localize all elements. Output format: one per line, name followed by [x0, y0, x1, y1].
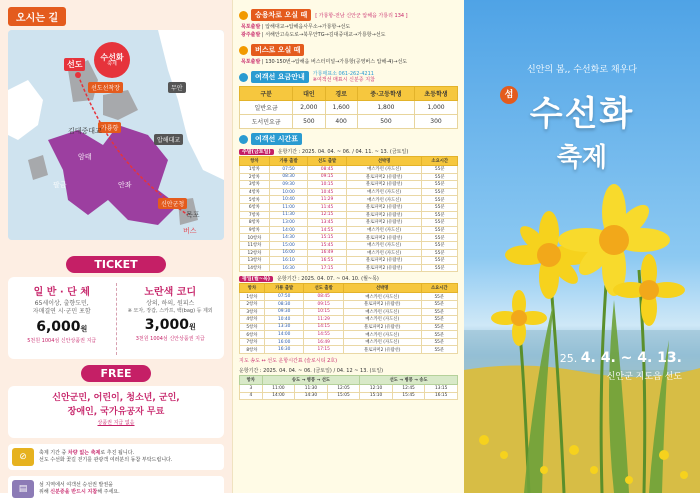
cover-title [464, 86, 700, 174]
weekend-cell: 13:00 [269, 219, 308, 227]
weekday-cell: 8항차 [240, 346, 265, 354]
ticket-box [8, 277, 224, 359]
weekend-cell: 블로파머2 (유람선) [346, 203, 422, 211]
weekend-row [240, 257, 458, 265]
weekend-cell: 블로파머2 (유람선) [346, 211, 422, 219]
weekend-cell: 55분 [422, 264, 458, 272]
map-label-seondo: 선도 [64, 58, 85, 71]
weekday-cell: 매스카런 (자도신) [343, 308, 421, 316]
weekend-header-0: 항차 [240, 157, 270, 166]
weekday-cell: 16:00 [264, 338, 304, 346]
car-route-1-from: 광주출발 [241, 32, 261, 38]
car-section-sub: [ 가룡항-전남 신안군 압해읍 가룡리 134 ] [315, 12, 408, 19]
shuttle-timetable [239, 375, 458, 400]
weekend-cell: 12항차 [240, 249, 270, 257]
weekend-cell: 매스카런 (자도신) [346, 226, 422, 234]
weekday-cell: 11:29 [304, 316, 344, 324]
weekday-row [240, 316, 458, 324]
weekend-cell: 15:45 [308, 241, 347, 249]
shuttle-period: 운항기간 : 2025. 04. 04. ~ 06. (금토일) / 04. 12 ~ 13. (토일) [239, 368, 384, 375]
weekday-cell: 07:50 [264, 293, 304, 301]
weekend-cell: 14:55 [308, 226, 347, 234]
fare-cell: 500 [357, 115, 414, 129]
fare-header-4: 초등학생 [415, 87, 458, 101]
weekend-cell: 10:40 [269, 196, 308, 204]
weekend-cell: 09:15 [308, 173, 347, 181]
ship-icon [239, 73, 248, 82]
shuttle-cell: 15:45 [392, 392, 425, 400]
weekend-header-1: 가룡 출발 [269, 157, 308, 166]
weekend-cell: 55분 [422, 173, 458, 181]
weekend-cell: 16:49 [308, 249, 347, 257]
weekend-period-text: 운항기간 : 2025. 04. 04. ~ 06. / 04. 11. ~ 13. (금토일) [277, 149, 409, 155]
shuttle-cell: 12:45 [392, 385, 425, 393]
shuttle-cell: 15:10 [360, 392, 393, 400]
weekend-cell: 55분 [422, 188, 458, 196]
notice2-post: 해 주세요. [97, 489, 120, 495]
fare-section-sub [313, 71, 375, 83]
weekday-period [239, 275, 458, 282]
weekday-cell: 1항차 [240, 293, 265, 301]
weekend-cell: 16:00 [269, 249, 308, 257]
fare-section-header [239, 71, 458, 83]
weekend-cell: 14항차 [240, 264, 270, 272]
notice2-bold: 신분증을 반드시 지참 [50, 489, 98, 495]
map-label-garyong: 가룡항 [98, 122, 121, 133]
weekend-row [240, 219, 458, 227]
weekday-cell: 7항차 [240, 338, 265, 346]
weekend-timetable [239, 156, 458, 272]
fare-cell: 2,000 [293, 101, 325, 115]
weekend-cell: 8항차 [240, 219, 270, 227]
weekday-row [240, 300, 458, 308]
date-range: 4. 4. ~ 4. 13. [580, 350, 682, 366]
island-badge: 섬 [500, 86, 518, 104]
fare-section-title: 여객선 요금안내 [251, 71, 309, 83]
ticket-yellow-note: 3천원 1004섬 신안상품권 지급 [135, 336, 205, 343]
weekday-cell: 55분 [421, 316, 457, 324]
shuttle-title: 지도 송도 ↔ 선도 운항시간표 (슬로시티 2호) [239, 358, 338, 365]
notice1-pre: 축제 기간 중 [39, 449, 68, 456]
notice1-post: 로 추진 됩니다. [100, 449, 135, 456]
weekend-cell: 11:30 [269, 211, 308, 219]
weekday-cell: 55분 [421, 331, 457, 339]
weekend-cell: 5항차 [240, 196, 270, 204]
weekday-cell: 블로파머2 (유람선) [343, 346, 421, 354]
notice2-pre: 섬 지역에서 여객선 승선권 발권을 [39, 481, 113, 488]
shuttle-cell: 16:15 [425, 392, 458, 400]
weekend-cell: 55분 [422, 241, 458, 249]
weekend-cell: 11:00 [269, 203, 308, 211]
weekend-cell: 블로파머2 (유람선) [346, 173, 422, 181]
ticket-general-note: 5천원 1004섬 신안상품권 지급 [27, 337, 97, 344]
weekday-cell: 10:15 [304, 308, 344, 316]
map-title: 오시는 길 [8, 7, 66, 26]
bus-route-0-from: 목포출발 [241, 59, 261, 65]
weekday-row [240, 346, 458, 354]
fare-cell: 500 [293, 115, 325, 129]
car-section-header [239, 9, 458, 21]
weekend-row [240, 249, 458, 257]
right-panel-cover [464, 0, 700, 493]
weekday-cell: 17:15 [304, 346, 344, 354]
festival-date-range [560, 350, 682, 366]
weekend-cell: 16:10 [269, 257, 308, 265]
festival-marker-sub: 축제 [107, 60, 117, 67]
weekend-cell: 55분 [422, 234, 458, 242]
weekday-cell: 2항차 [240, 300, 265, 308]
weekday-cell: 55분 [421, 293, 457, 301]
weekend-row [240, 241, 458, 249]
timetable-section-title: 여객선 시간표 [251, 133, 302, 145]
weekday-header-1: 가룡 출발 [264, 284, 304, 293]
weekend-cell: 1항차 [240, 166, 270, 174]
shuttle-cell: 12:10 [360, 385, 393, 393]
weekend-label: 주말(금토일) [239, 149, 274, 155]
ticket-general-price-unit: 원 [80, 324, 88, 333]
cover-title-sub: 축제 [556, 143, 608, 173]
weekend-cell: 4항차 [240, 188, 270, 196]
shuttle-cell: 15:05 [327, 392, 360, 400]
weekend-cell: 11항차 [240, 241, 270, 249]
shuttle-cell: 4 [240, 392, 263, 400]
weekend-period [239, 148, 458, 155]
map-label-mokpo: 목포 [186, 211, 200, 219]
weekday-row [240, 338, 458, 346]
clock-icon [239, 135, 248, 144]
weekend-cell: 16:55 [308, 257, 347, 265]
weekend-cell: 3항차 [240, 181, 270, 189]
weekday-row [240, 308, 458, 316]
weekday-row [240, 323, 458, 331]
fare-cell: 1,600 [325, 101, 357, 115]
weekday-cell: 매스카런 (자도신) [343, 316, 421, 324]
fare-sub2: ※여객선 매표시 신분증 지참 [312, 77, 375, 83]
weekend-cell: 매스카런 (자도신) [346, 166, 422, 174]
ticket-general-desc1: 65세이상, 출향도민, [34, 300, 89, 307]
shuttle-cell: 13:15 [425, 385, 458, 393]
weekend-cell: 55분 [422, 203, 458, 211]
weekday-cell: 16:49 [304, 338, 344, 346]
map-label-bus: 버스 [183, 227, 197, 235]
weekend-cell: 16:30 [269, 264, 308, 272]
fare-cell: 300 [415, 115, 458, 129]
fare-cell: 일반요금 [240, 101, 293, 115]
free-header: FREE [81, 365, 151, 382]
fare-header-1: 대인 [293, 87, 325, 101]
car-section-title: 승용차로 오실 때 [251, 9, 311, 21]
fare-cell: 1,800 [357, 101, 414, 115]
weekday-cell: 13:30 [264, 323, 304, 331]
weekend-cell: 블로파머2 (유람선) [346, 234, 422, 242]
bus-route-0 [241, 58, 458, 66]
shuttle-row [240, 385, 458, 393]
weekend-cell: 매스카런 (자도신) [346, 241, 422, 249]
weekend-cell: 6항차 [240, 203, 270, 211]
weekend-cell: 09:30 [269, 181, 308, 189]
notice1-line2: 선도 수선화 꽃길 걷기를 관광객 여러분의 동참 부탁드립니다. [39, 457, 173, 463]
car-route-1-path: | 서해안고속도로→북무안TG→김대중대교→가룡항→선도 [261, 32, 386, 38]
ticket-general-desc [8, 300, 116, 317]
map-label-muan: 무안 [168, 82, 186, 93]
weekday-header-2: 선도 출발 [304, 284, 344, 293]
ticket-general-title: 일 반 · 단 체 [33, 287, 90, 298]
festival-date [560, 350, 682, 382]
weekday-cell: 09:30 [264, 308, 304, 316]
weekend-row [240, 173, 458, 181]
weekday-cell: 55분 [421, 323, 457, 331]
weekend-cell: 13항차 [240, 257, 270, 265]
notice-car-free [8, 444, 224, 470]
car-icon [239, 11, 248, 20]
weekend-cell: 55분 [422, 219, 458, 227]
ticket-yellow-price [117, 317, 225, 333]
ticket-yellow [116, 283, 225, 355]
bus-route-0-path: | 130·150번→압해읍 버스터미널→가룡항(공영버스 압해-4)→선도 [261, 59, 408, 65]
map-label-sinan: 신안군청 [158, 198, 187, 209]
weekend-row [240, 264, 458, 272]
route-map [8, 30, 224, 240]
weekend-cell: 10:45 [308, 188, 347, 196]
weekend-cell: 블로파머2 (유람선) [346, 264, 422, 272]
shuttle-cell: 11:00 [262, 385, 295, 393]
weekend-cell: 55분 [422, 196, 458, 204]
weekend-cell: 08:30 [269, 173, 308, 181]
weekday-cell: 14:00 [264, 331, 304, 339]
weekend-cell: 매스카런 (자도신) [346, 188, 422, 196]
ticket-general-price-value: 6,000 [36, 318, 81, 335]
weekend-cell: 블로파머2 (유람선) [346, 257, 422, 265]
ticket-yellow-price-value: 3,000 [144, 317, 190, 334]
festival-location: 신안군 지도읍 선도 [606, 372, 682, 382]
shuttle-cell: 3 [240, 385, 263, 393]
no-car-icon: ⊘ [12, 448, 34, 466]
weekday-row [240, 293, 458, 301]
weekend-cell: 13:45 [308, 219, 347, 227]
weekend-cell: 2항차 [240, 173, 270, 181]
car-route-0 [241, 23, 458, 31]
notice-id-card-text [39, 482, 120, 497]
free-line1: 신안군민, 어린이, 청소년, 군인, [52, 393, 180, 403]
map-label-amtae: 암태 [78, 153, 92, 161]
car-route-1 [241, 31, 458, 39]
weekend-row [240, 188, 458, 196]
car-route-0-path: | 압해대교→압해읍사무소→가룡항→선도 [261, 24, 351, 30]
map-label-palgeum: 팔금 [53, 181, 67, 189]
daffodil-1 [505, 211, 593, 299]
shuttle-cell: 12:05 [327, 385, 360, 393]
weekend-cell: 55분 [422, 166, 458, 174]
weekend-cell: 12:15 [308, 211, 347, 219]
free-note: 상품권 지급 없음 [97, 420, 135, 426]
weekend-cell: 55분 [422, 257, 458, 265]
weekday-cell: 6항차 [240, 331, 265, 339]
weekday-timetable [239, 283, 458, 354]
shuttle-header-2: 선도 → 병풍 → 송도 [360, 376, 458, 385]
weekend-row [240, 211, 458, 219]
weekend-cell: 08:45 [308, 166, 347, 174]
car-routes [239, 23, 458, 39]
ticket-yellow-desc1: 상의, 하의, 원피스 [146, 300, 195, 307]
ticket-general [8, 283, 116, 355]
weekday-cell: 블로파머2 (유람선) [343, 300, 421, 308]
weekend-header-3: 선박명 [346, 157, 422, 166]
shuttle-row [240, 392, 458, 400]
weekend-cell: 10항차 [240, 234, 270, 242]
map-label-daechon: 김대중대교 [68, 127, 102, 135]
bus-section-header [239, 44, 458, 56]
weekend-row [240, 226, 458, 234]
weekday-cell: 4항차 [240, 316, 265, 324]
map-label-anjwa: 안좌 [118, 181, 132, 189]
car-route-0-from: 목포출발 [241, 24, 261, 30]
weekday-cell: 16:30 [264, 346, 304, 354]
weekend-cell: 55분 [422, 249, 458, 257]
weekend-cell: 10:00 [269, 188, 308, 196]
weekday-cell: 3항차 [240, 308, 265, 316]
ticket-general-price [8, 319, 116, 335]
fare-cell: 도서민요금 [240, 115, 293, 129]
weekday-cell: 08:45 [304, 293, 344, 301]
id-card-icon: ▤ [12, 480, 34, 498]
map-label-bridge: 압해대교 [154, 134, 183, 145]
fare-header-3: 중·고등학생 [357, 87, 414, 101]
festival-marker [94, 42, 130, 78]
weekday-header-3: 선박명 [343, 284, 421, 293]
weekday-cell: 08:30 [264, 300, 304, 308]
weekend-cell: 11:29 [308, 196, 347, 204]
weekend-row [240, 181, 458, 189]
shuttle-header-1: 송도 → 병풍 → 선도 [262, 376, 360, 385]
weekday-cell: 55분 [421, 346, 457, 354]
weekend-cell: 07:50 [269, 166, 308, 174]
ticket-yellow-desc2: ※ 모자, 장갑, 스카프, 백(bag) 등 제외 [127, 308, 213, 315]
shuttle-cell: 11:30 [295, 385, 328, 393]
notice1-bold: 차량 없는 축제 [67, 449, 101, 456]
weekday-cell: 매스카런 (자도신) [343, 293, 421, 301]
fare-sub1: 가룡매표소 061-262-4211 [312, 71, 374, 77]
map-label-ferry: 선도선착장 [88, 82, 123, 93]
shuttle-cell: 14:30 [295, 392, 328, 400]
fare-header-2: 경로 [325, 87, 357, 101]
weekend-cell: 14:00 [269, 226, 308, 234]
weekend-cell: 55분 [422, 181, 458, 189]
notice-id-card [8, 476, 224, 502]
weekday-cell: 14:15 [304, 323, 344, 331]
cover-title-main: 수선화 [529, 94, 635, 134]
weekday-cell: 5항차 [240, 323, 265, 331]
free-line2: 장애인, 국가유공자 무료 [67, 406, 165, 417]
weekend-row [240, 166, 458, 174]
left-panel [0, 0, 232, 493]
bus-icon [239, 46, 248, 55]
weekday-row [240, 331, 458, 339]
notice2-line2-pre: 위해 [39, 489, 51, 495]
weekend-cell: 14:30 [269, 234, 308, 242]
weekend-cell: 55분 [422, 226, 458, 234]
shuttle-cell: 14:00 [262, 392, 295, 400]
ticket-yellow-desc [117, 300, 225, 315]
weekday-cell: 14:55 [304, 331, 344, 339]
weekday-cell: 블로파머2 (유람선) [343, 323, 421, 331]
weekend-cell: 9항차 [240, 226, 270, 234]
weekend-header-4: 소요시간 [422, 157, 458, 166]
weekday-cell: 55분 [421, 338, 457, 346]
festival-marker-title: 수선화 [100, 52, 124, 62]
cover-slogan: 신안의 봄,, 수선화로 채우다 [527, 65, 637, 75]
weekday-cell: 10:40 [264, 316, 304, 324]
middle-panel [232, 0, 464, 493]
notice-car-free-text [39, 450, 172, 465]
ticket-header: TICKET [66, 256, 166, 273]
weekend-cell: 7항차 [240, 211, 270, 219]
weekend-row [240, 234, 458, 242]
weekend-cell: 15:00 [269, 241, 308, 249]
weekday-cell: 매스카런 (자도신) [343, 338, 421, 346]
weekend-row [240, 196, 458, 204]
weekend-cell: 블로파머2 (유람선) [346, 219, 422, 227]
weekday-cell: 매스카런 (자도신) [343, 331, 421, 339]
free-box [8, 386, 224, 438]
weekday-label: 평일(월~목) [239, 276, 273, 282]
fare-cell: 400 [325, 115, 357, 129]
weekday-header-4: 소요시간 [421, 284, 457, 293]
weekend-cell: 15:15 [308, 234, 347, 242]
shuttle-header-0: 항차 [240, 376, 263, 385]
weekday-header-0: 항차 [240, 284, 265, 293]
fare-cell: 1,000 [415, 101, 458, 115]
weekend-cell: 10:15 [308, 181, 347, 189]
weekday-cell: 55분 [421, 308, 457, 316]
weekday-cell: 09:15 [304, 300, 344, 308]
ticket-yellow-price-unit: 원 [189, 323, 196, 332]
weekend-header-2: 선도 출발 [308, 157, 347, 166]
fare-table [239, 86, 458, 129]
weekend-cell: 11:45 [308, 203, 347, 211]
weekday-cell: 55분 [421, 300, 457, 308]
weekend-cell: 매스카런 (자도신) [346, 249, 422, 257]
ticket-general-desc2: 자매결연 시·군민 포함 [32, 308, 91, 316]
bus-section-title: 버스로 오실 때 [251, 44, 304, 56]
weekend-cell: 55분 [422, 211, 458, 219]
timetable-section-header [239, 133, 458, 145]
weekend-cell: 17:15 [308, 264, 347, 272]
weekend-row [240, 203, 458, 211]
weekend-cell: 블로파머2 (유람선) [346, 181, 422, 189]
fare-row [240, 115, 458, 129]
fare-row [240, 101, 458, 115]
weekday-period-text: 운항기간 : 2025. 04. 07. ~ 04. 10. (월~목) [277, 276, 379, 283]
fare-header-0: 구분 [240, 87, 293, 101]
weekend-cell: 매스카런 (자도신) [346, 196, 422, 204]
date-year: 25. [559, 352, 578, 365]
ticket-yellow-title: 노란색 코디 [144, 287, 197, 298]
